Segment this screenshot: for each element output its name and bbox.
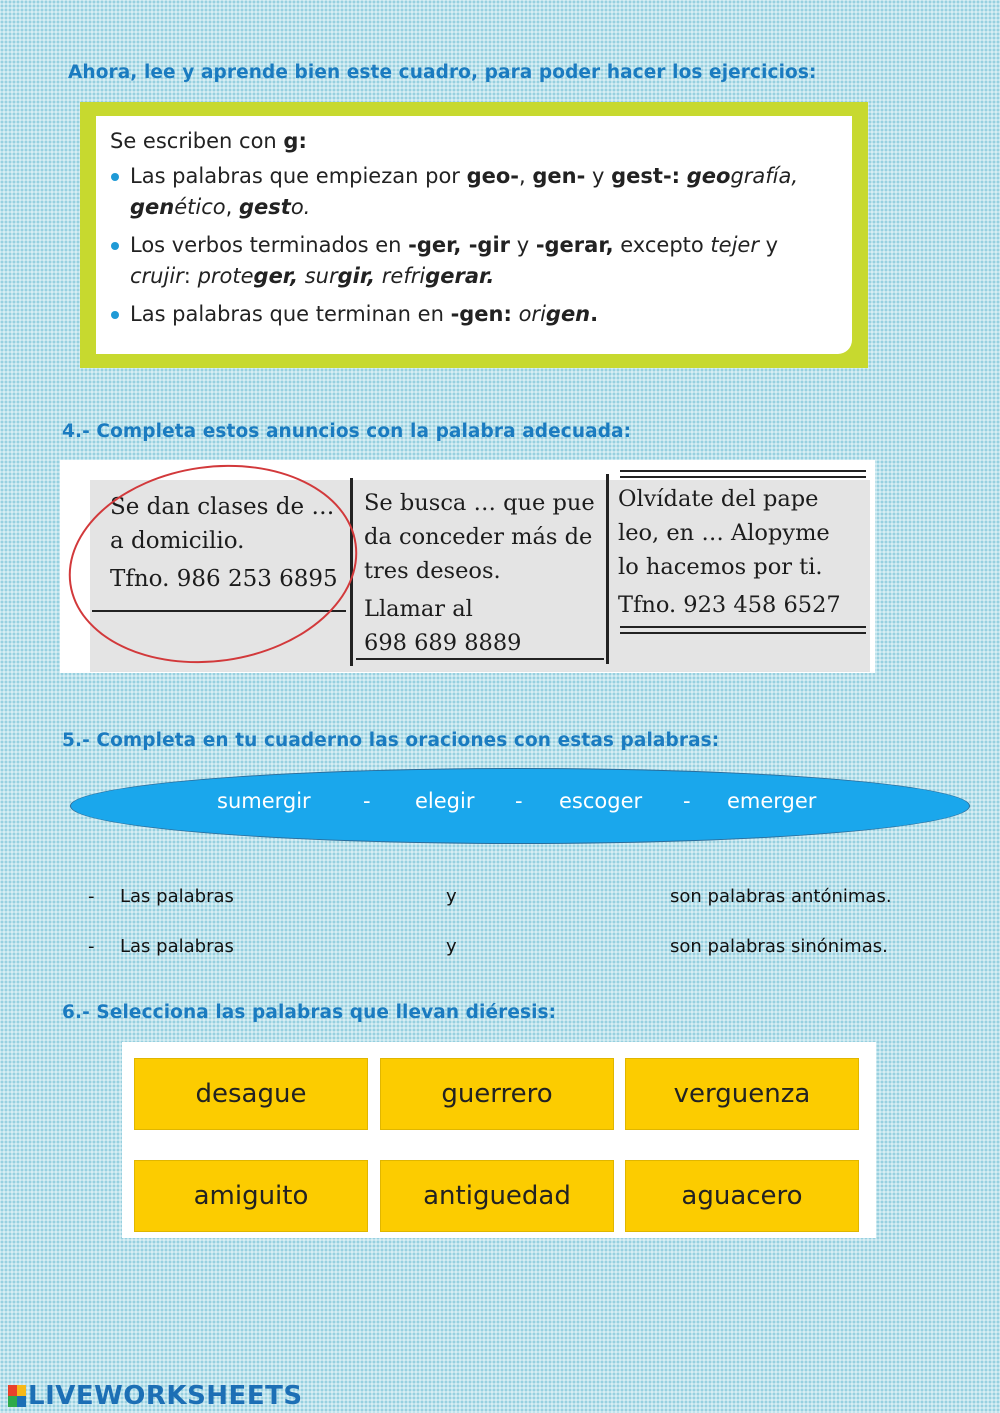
logo-square xyxy=(8,1396,17,1407)
option-antiguedad[interactable]: antiguedad xyxy=(380,1160,614,1232)
ad-wish-seeker xyxy=(364,486,595,660)
logo-icon xyxy=(8,1385,26,1407)
ad-line: 698 689 8889 xyxy=(364,630,522,656)
exercise6-heading: 6.- Selecciona las palabras que llevan diéresis: xyxy=(62,1002,557,1023)
sentence-end: son palabras sinónimas. xyxy=(670,936,888,957)
logo-square xyxy=(17,1385,26,1396)
word-bank-separator: - xyxy=(683,789,691,813)
bullet-icon xyxy=(111,242,119,250)
ad-line: Llamar al xyxy=(364,596,473,622)
exercise5-heading: 5.- Completa en tu cuaderno las oraciones con estas palabras: xyxy=(62,730,720,751)
word-bank-item: elegir xyxy=(415,789,475,813)
ad-line: Olvídate del pape xyxy=(618,486,819,512)
ad-paperwork xyxy=(618,482,841,622)
ad-line: Tfno. 986 253 6895 xyxy=(110,566,338,592)
divider xyxy=(606,474,609,664)
ad-line: tres deseos. xyxy=(364,558,501,584)
intro-heading: Ahora, lee y aprende bien este cuadro, para poder hacer los ejercicios: xyxy=(68,62,817,83)
rule-item-gen-ending: Las palabras que terminan en -gen: origen. xyxy=(110,299,852,330)
ad-line: Se busca … que pue xyxy=(364,490,595,516)
sentence-mid: y xyxy=(446,936,457,957)
rule-item-geo-gen-gest: Las palabras que empiezan por geo-, gen- y gest-: geografía, genético, gesto. xyxy=(110,161,852,223)
ads-image xyxy=(60,460,875,673)
word-bank-item: sumergir xyxy=(217,789,311,813)
rule-item-verbs: Los verbos terminados en -ger, -gir y -gerar, excepto tejer y crujir: proteger, surgir, refrigerar. xyxy=(110,230,852,292)
divider xyxy=(620,626,866,628)
divider xyxy=(620,632,866,634)
ad-line: Se dan clases de … xyxy=(110,494,335,520)
option-desague[interactable]: desague xyxy=(134,1058,368,1130)
ad-line: da conceder más de xyxy=(364,524,593,550)
sentence-mid: y xyxy=(446,886,457,907)
sentence-end: son palabras antónimas. xyxy=(670,886,892,907)
liveworksheets-logo xyxy=(8,1380,303,1412)
bullet-icon xyxy=(111,173,119,181)
divider xyxy=(620,470,866,472)
ad-line: lo hacemos por ti. xyxy=(618,554,823,580)
logo-text: LIVEWORKSHEETS xyxy=(28,1381,303,1411)
exercise4-heading: 4.- Completa estos anuncios con la palabra adecuada: xyxy=(62,421,632,442)
rules-content xyxy=(96,116,852,354)
sentence-start: Las palabras xyxy=(120,936,234,957)
word-bank-oval xyxy=(70,768,970,844)
option-verguenza[interactable]: verguenza xyxy=(625,1058,859,1130)
logo-square xyxy=(17,1396,26,1407)
diaeresis-options-grid xyxy=(122,1042,876,1238)
ad-line: a domicilio. xyxy=(110,528,245,554)
word-bank-item: emerger xyxy=(727,789,817,813)
bullet-icon xyxy=(111,311,119,319)
word-bank-separator: - xyxy=(515,789,523,813)
sentence-dash: - xyxy=(88,936,95,957)
word-bank-separator: - xyxy=(363,789,371,813)
rules-box xyxy=(80,102,868,368)
divider xyxy=(620,476,866,478)
sentence-start: Las palabras xyxy=(120,886,234,907)
logo-square xyxy=(8,1385,17,1396)
option-aguacero[interactable]: aguacero xyxy=(625,1160,859,1232)
ad-line: leo, en … Alopyme xyxy=(618,520,830,546)
option-guerrero[interactable]: guerrero xyxy=(380,1058,614,1130)
ad-line: Tfno. 923 458 6527 xyxy=(618,592,841,618)
rules-title: Se escriben con g: xyxy=(110,129,307,153)
option-amiguito[interactable]: amiguito xyxy=(134,1160,368,1232)
word-bank-item: escoger xyxy=(559,789,643,813)
sentence-dash: - xyxy=(88,886,95,907)
